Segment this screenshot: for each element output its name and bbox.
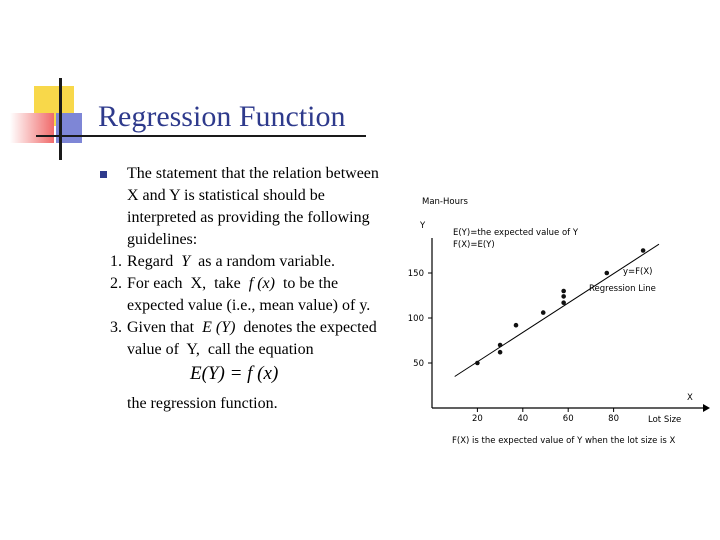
item-var: Y,	[186, 341, 200, 358]
decor-vertical-line	[59, 78, 62, 160]
regression-line	[455, 244, 659, 376]
y-tick-label: 100	[407, 314, 424, 324]
y-tick-label: 150	[407, 269, 424, 279]
decor-horizontal-line	[36, 135, 366, 137]
data-point	[514, 323, 519, 328]
regression-equation: E(Y) = f (x)	[190, 363, 279, 384]
item-var: X,	[190, 275, 207, 292]
regression-chart	[405, 190, 715, 452]
annotation-fx-equals-ey: F(X)=E(Y)	[453, 240, 495, 250]
y-axis-label: Y	[420, 221, 426, 231]
x-tick-label: 60	[562, 414, 574, 424]
item-expr: f (x)	[248, 275, 275, 292]
annotation-y-equals-fx: y=F(X)	[623, 267, 653, 277]
chart-axes	[432, 238, 710, 412]
data-point	[561, 300, 566, 305]
data-point	[561, 294, 566, 299]
data-point	[541, 310, 546, 315]
list-number: 2.	[110, 275, 122, 292]
data-point	[498, 350, 503, 355]
list-item-1	[100, 251, 390, 273]
item-expr: E (Y)	[202, 319, 236, 336]
chart-ticks	[408, 269, 619, 424]
item-text: Given that	[127, 319, 195, 336]
closing-line	[100, 393, 390, 415]
list-number: 1.	[110, 253, 122, 270]
x-tick-label: 40	[517, 414, 529, 424]
item-text: denotes the expected value of	[127, 319, 377, 358]
y-tick-label: 50	[413, 359, 424, 369]
square-bullet-icon	[100, 171, 107, 178]
closing-text: the regression function.	[127, 395, 278, 412]
item-text: take	[214, 275, 241, 292]
item-text: Regard	[127, 253, 174, 270]
list-item-3	[100, 317, 390, 361]
data-point	[561, 289, 566, 294]
data-point	[641, 248, 646, 253]
item-text: call the equation	[207, 341, 314, 358]
data-point	[475, 361, 480, 366]
bullet-text: The statement that the relation between X and Y is statistical should be interpreted as providing the following guidelines:	[127, 165, 379, 248]
y-axis-title: Man-Hours	[422, 197, 468, 207]
annotation-regression-line: Regression Line	[589, 284, 656, 294]
item-text: as a random variable.	[198, 253, 335, 270]
item-var: Y	[181, 253, 191, 270]
annotation-expected-value: E(Y)=the expected value of Y	[453, 228, 579, 238]
x-tick-label: 80	[608, 414, 620, 424]
item-text: For each	[127, 275, 183, 292]
chart-caption: F(X) is the expected value of Y when the lot size is X	[452, 436, 676, 446]
data-point	[498, 343, 503, 348]
page-title: Regression Function	[98, 100, 346, 133]
list-number: 3.	[110, 319, 122, 336]
bullet-item	[100, 163, 390, 251]
decor-red-square	[10, 113, 54, 143]
data-points-layer	[475, 248, 645, 365]
x-axis-arrow-icon	[703, 404, 710, 412]
x-axis-label: X	[687, 393, 693, 403]
data-point	[604, 271, 609, 276]
item-text: to be the expected value (i.e., mean value) of y.	[127, 275, 371, 314]
slide-body	[100, 163, 390, 415]
x-tick-label: 20	[471, 414, 483, 424]
x-axis-title: Lot Size	[648, 415, 682, 425]
regression-line-layer	[455, 244, 659, 376]
chart-labels	[419, 197, 693, 446]
list-item-2	[100, 273, 390, 317]
